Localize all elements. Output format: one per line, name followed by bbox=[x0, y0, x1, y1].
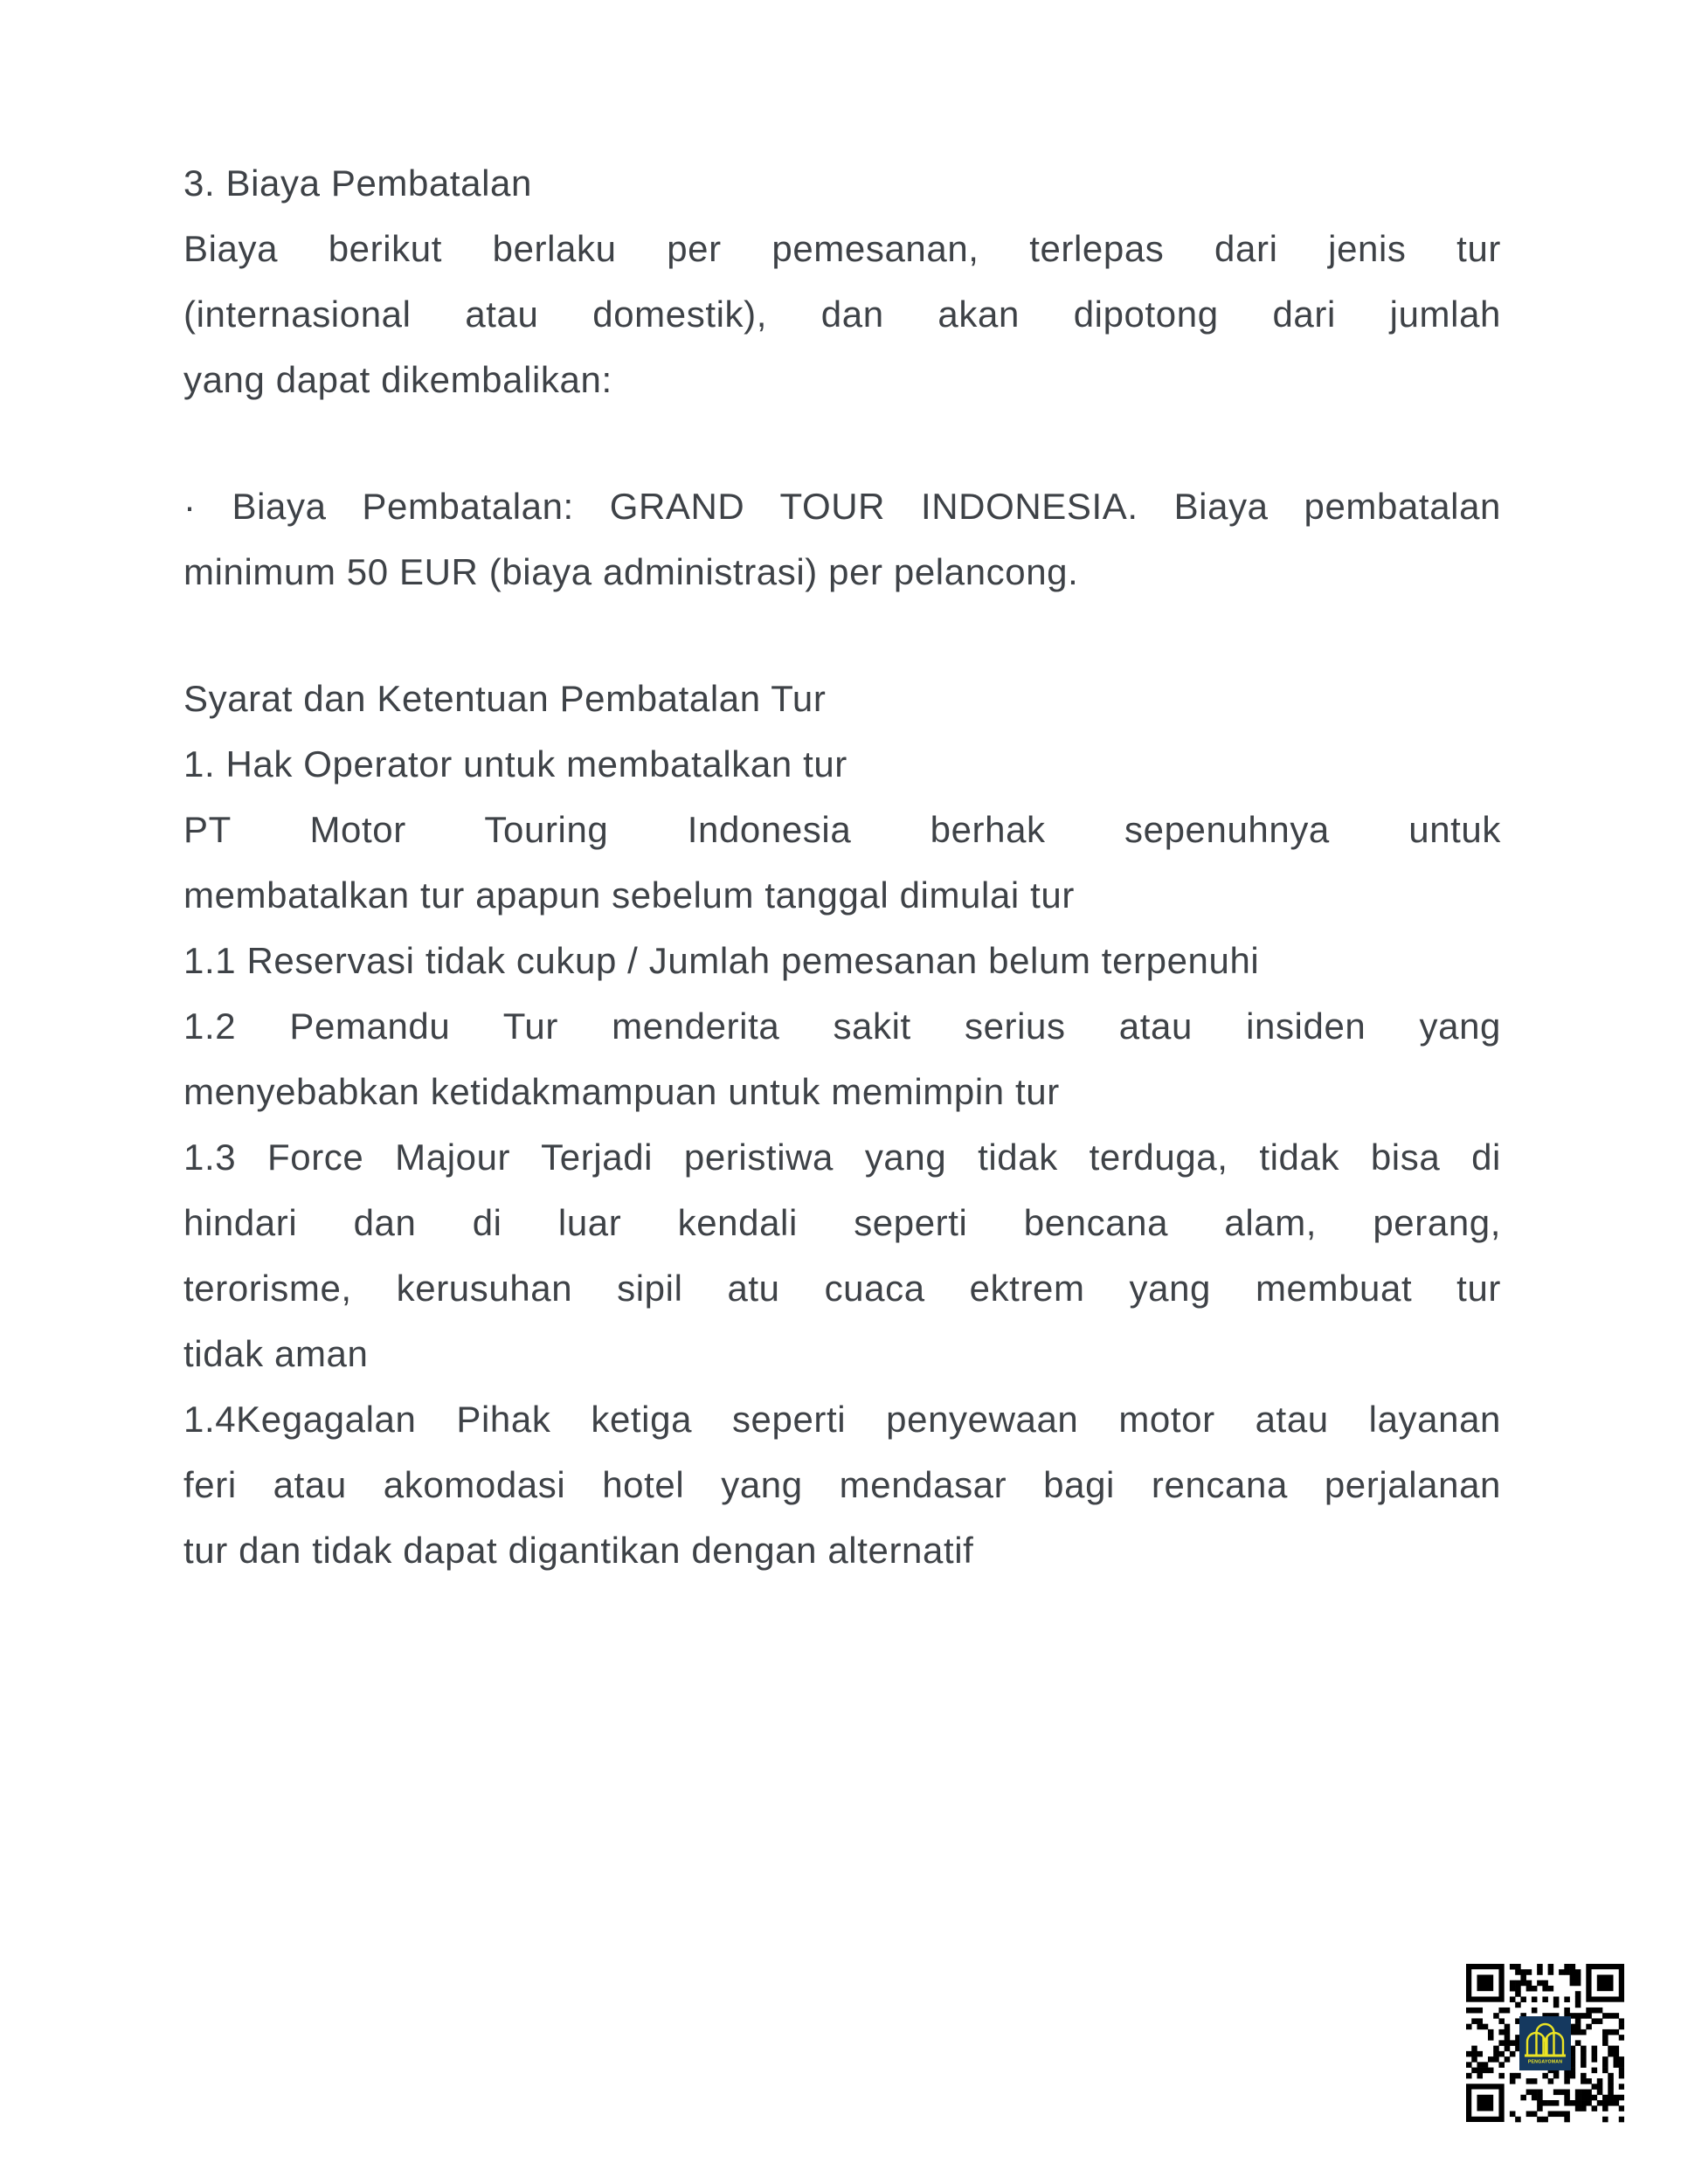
paragraph-gap bbox=[183, 412, 1501, 473]
text-line: (internasional atau domestik), dan akan dipotong dari jumlah bbox=[183, 294, 1501, 335]
qr-code bbox=[1466, 1964, 1624, 2123]
text-line: yang dapat dikembalikan: bbox=[183, 359, 612, 400]
text-line: Syarat dan Ketentuan Pembatalan Tur bbox=[183, 678, 827, 719]
text-line: · Biaya Pembatalan: GRAND TOUR INDONESIA. Biaya pembatalan bbox=[183, 486, 1501, 527]
text-line: minimum 50 EUR (biaya administrasi) per pelancong. bbox=[183, 551, 1079, 592]
pengayoman-logo-text: PENGAYOMAN bbox=[1527, 2059, 1563, 2065]
text-line: 1.2 Pemandu Tur menderita sakit serius atau insiden yang bbox=[183, 1006, 1501, 1047]
text-line: 1.4Kegagalan Pihak ketiga seperti penyewaan motor atau layanan bbox=[183, 1399, 1501, 1440]
text-line: 1. Hak Operator untuk membatalkan tur bbox=[183, 743, 847, 784]
text-line: hindari dan di luar kendali seperti bencana alam, perang, bbox=[183, 1202, 1501, 1243]
text-line: 1.1 Reservasi tidak cukup / Jumlah pemesanan belum terpenuhi bbox=[183, 940, 1260, 981]
text-line: tidak aman bbox=[183, 1333, 369, 1374]
text-line: feri atau akomodasi hotel yang mendasar bagi rencana perjalanan bbox=[183, 1464, 1501, 1505]
text-line: terorisme, kerusuhan sipil atu cuaca ektrem yang membuat tur bbox=[183, 1268, 1501, 1309]
document-text bbox=[183, 150, 1501, 1583]
pengayoman-baseline bbox=[1525, 2055, 1566, 2057]
paragraph-gap bbox=[183, 605, 1501, 666]
text-line: 3. Biaya Pembatalan bbox=[183, 162, 532, 204]
text-line: PT Motor Touring Indonesia berhak sepenuhnya untuk bbox=[183, 809, 1501, 850]
text-line: 1.3 Force Majour Terjadi peristiwa yang tidak terduga, tidak bisa di bbox=[183, 1137, 1501, 1178]
text-line: tur dan tidak dapat digantikan dengan alternatif bbox=[183, 1530, 974, 1571]
pengayoman-logo bbox=[1519, 2016, 1571, 2070]
text-line: membatalkan tur apapun sebelum tanggal dimulai tur bbox=[183, 874, 1075, 916]
text-line: menyebabkan ketidakmampuan untuk memimpin tur bbox=[183, 1071, 1060, 1112]
text-line: Biaya berikut berlaku per pemesanan, terlepas dari jenis tur bbox=[183, 228, 1501, 269]
